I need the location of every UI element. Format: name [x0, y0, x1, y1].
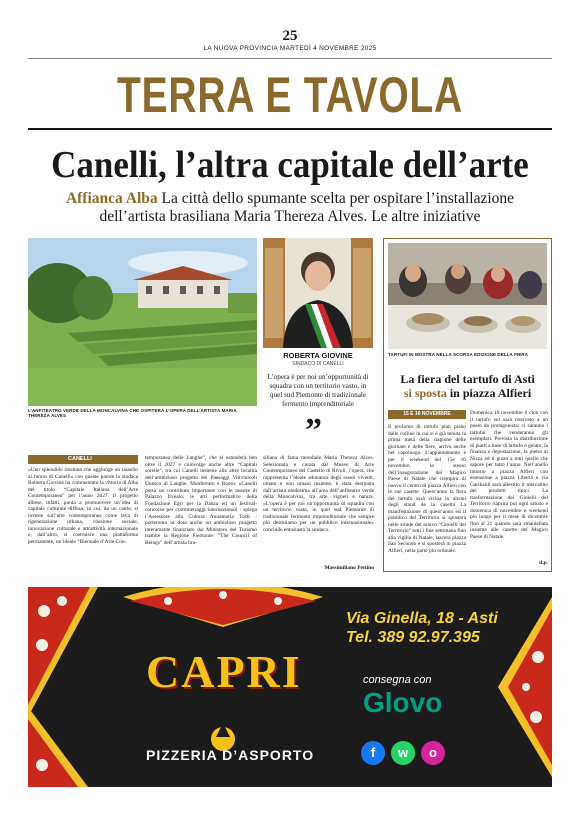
pizzeria-address: Via Ginella, 18 - Asti	[346, 610, 498, 627]
sidebar-title	[388, 372, 547, 400]
facebook-icon: f	[361, 741, 385, 765]
amphitheatre-caption: L’ANFITEATRO VERDE DELLA MONCALVINA CHE OSPITERÀ L’OPERA DELL’ARTISTA MARIA THEREZA ALVES	[28, 408, 237, 418]
subtitle	[36, 190, 544, 226]
kicker: Affianca Alba	[65, 190, 158, 207]
truffle-fair-photo	[388, 243, 547, 349]
sidebar-column-2: Domenica 16 novembre il clou con il tartufo sul sarà riservato a un posto da protagonista: ci saranno i tartufai che venderanno gli esemplari. Prevista la distribuzione di piatti a base di tartufo e gelato, la finanza e degustazione, la pietra di Nizza ed il gusto a tutti quello che sapore per tutto l’anno. Nell’anello intorno a piazza Alfieri con estensione a piazza Libertà e via Garibaldi sarà allestito il mercatino dei prodotti tipici. La trasformazione dei Gioielli del Territorio riaprirà poi ogni sabato e domenica di novembre e weekend più lungo per il mese di dicembre fino al 21 quando sarà smantellata insieme alle casette del Magico Paese di Natale.	[470, 410, 548, 540]
truffle-fair-image	[388, 243, 547, 349]
masthead	[0, 28, 580, 52]
article-column-2: temporanea delle Langhe”, che si estenderà ben oltre il 2027 e coinvolge anche altre “Capitali sorelle”, tra cui Canelli insieme alle altre località dell’ambizioso progetto dei Paesaggi Vitivinicoli Unesco di Langhe, Monferrato e Roero. «Canelli porta un contributo importante con le mostre di Palazzo Irvealo; le arti performative della Fondazione Egri per la Danza ed un festival-concorso per cortometraggi internazionali - spiega l’Assessore alla Cultura Annamaria Tosti - porteremo in dote anche un ambizioso progetto interamente finanziato dal Ministero del Turismo tramite la Regione Piemonte: “The Council of Beings” dell’artista bra-	[145, 455, 257, 546]
article-signature: Massimiliano Pettino	[324, 565, 374, 571]
pizzeria-advertisement	[28, 587, 552, 787]
delivery-label: consegna con	[363, 674, 432, 686]
subtitle-text: La città dello spumante scelta per ospitare l’installazione dell’artista brasiliana Maria Thereza Alves. Le altre iniziative	[99, 190, 515, 225]
article-column-3: siliana di fama mondiale Maria Thereza Alves. Selezionata e curata dal Museo di Arte Contemporaneo del Castello di Rivoli, l’opera, che rappresenta l’ideale adunanza degli esseri viventi, umani e non umani insieme, è stata destinata dall’artista medesima all’area dell’anfiteatro verde della Moncalvina, tra arte, vigneti e natura. «L’opera è per noi un’opportunità di squadra con un territorio vasto, in quel sud Piemonte di tradizionale fermento imprenditoriale che sempre più destiniamo per un pubblico internazionale» conclude entusiasta la sindaca.	[263, 455, 374, 533]
page-number: 25	[282, 28, 298, 44]
portrait-photo	[263, 238, 373, 348]
pizzeria-address-block	[346, 609, 546, 647]
sidebar-title-start: La fiera del tartufo di Asti	[400, 372, 535, 386]
glovo-logo: Glovo	[363, 687, 443, 718]
sidebar-signature: d.p.	[539, 560, 548, 566]
whatsapp-icon: w	[391, 741, 415, 765]
pizzeria-phone: Tel. 389 92.97.395	[346, 629, 480, 646]
portrait-role: SINDACO DI CANELLI	[292, 361, 344, 367]
masthead-rule	[28, 58, 552, 59]
sidebar-date-badge: 15 E 16 NOVEMBRE	[388, 410, 466, 419]
sidebar-title-accent: si sposta	[403, 386, 447, 400]
pizzeria-brand-logo: CAPRI	[146, 646, 302, 697]
amphitheatre-image	[28, 238, 257, 406]
article-column-1: «Uno splendido risultato che aggiunge un tassello al futuro di Canelli» con queste parole la sindaca Roberta Giovine ha commentato la vittoria di Alba del titolo “Capitale Italiana dell’Arte Contemporanea” per l’anno 2027. Il progetto albese, infatti, punta a promuovere un’idea di capitale culturale diffusa, in cui, da un canto, si investe sull’arte contemporanea come leva di rigenerazione urbana, coesione sociale, innovazione culturale e attrattività internazionale e, dall’altro, si costruisce una piattaforma permanente, un’ideale “Biennale d’Arte Con-	[28, 467, 138, 545]
portrait-name: ROBERTA GIOVINE	[283, 351, 353, 360]
section-title: TERRA E TAVOLA	[116, 67, 464, 123]
portrait-image	[263, 238, 373, 348]
category-tag: CANELLI	[28, 455, 138, 464]
pull-quote: L’opera è per noi un’opportunità di squadra con un territorio vasto, in quel sud Piemonte di tradizionale fermento imprenditoriale	[267, 373, 369, 408]
instagram-icon: o	[421, 741, 445, 765]
sidebar-title-end: in piazza Alfieri	[449, 386, 532, 400]
truffle-fair-caption: TARTUFI IN MOSTRA NELLA SCORSA EDIZIONE DELLA FIERA	[388, 352, 529, 357]
headline: Canelli, l’altra capitale dell’arte	[51, 144, 529, 186]
edition-line: LA NUOVA PROVINCIA MARTEDÌ 4 NOVEMBRE 2025	[203, 45, 377, 52]
amphitheatre-photo	[28, 238, 257, 406]
section-rule	[28, 128, 552, 130]
quote-mark-icon: ”	[305, 412, 322, 449]
pizzeria-tagline: PIZZERIA D’ASPORTO	[146, 747, 315, 763]
sidebar-column-1: Il profumo di tartufo pian piano dalle colline in cui si è già tenuta la prima metà della stagione delle giornate e delle fiere, arriva anche nel capoluogo. L’appuntamento è per il weekend del 15e 16 novembre, lo stesso dell’inaugurazione del Magico Paese di Natale che riempirà di nuovo il centro di piazza Alfieri con le sue casette. Quest’anno la fiera del tartufo sarà vicina in alcuni degli stand de la casetta La manifestazione di quest’anno ed il pubblico del Territorio si sposterà nelle strade del nuovo “Gioielli del Territorio” tutti i fine settimana fino alla vigilia di Natale, lascerà piazza San Secondo e si sposterà in piazza Alfieri, nella parte più ordinale.	[388, 424, 466, 554]
